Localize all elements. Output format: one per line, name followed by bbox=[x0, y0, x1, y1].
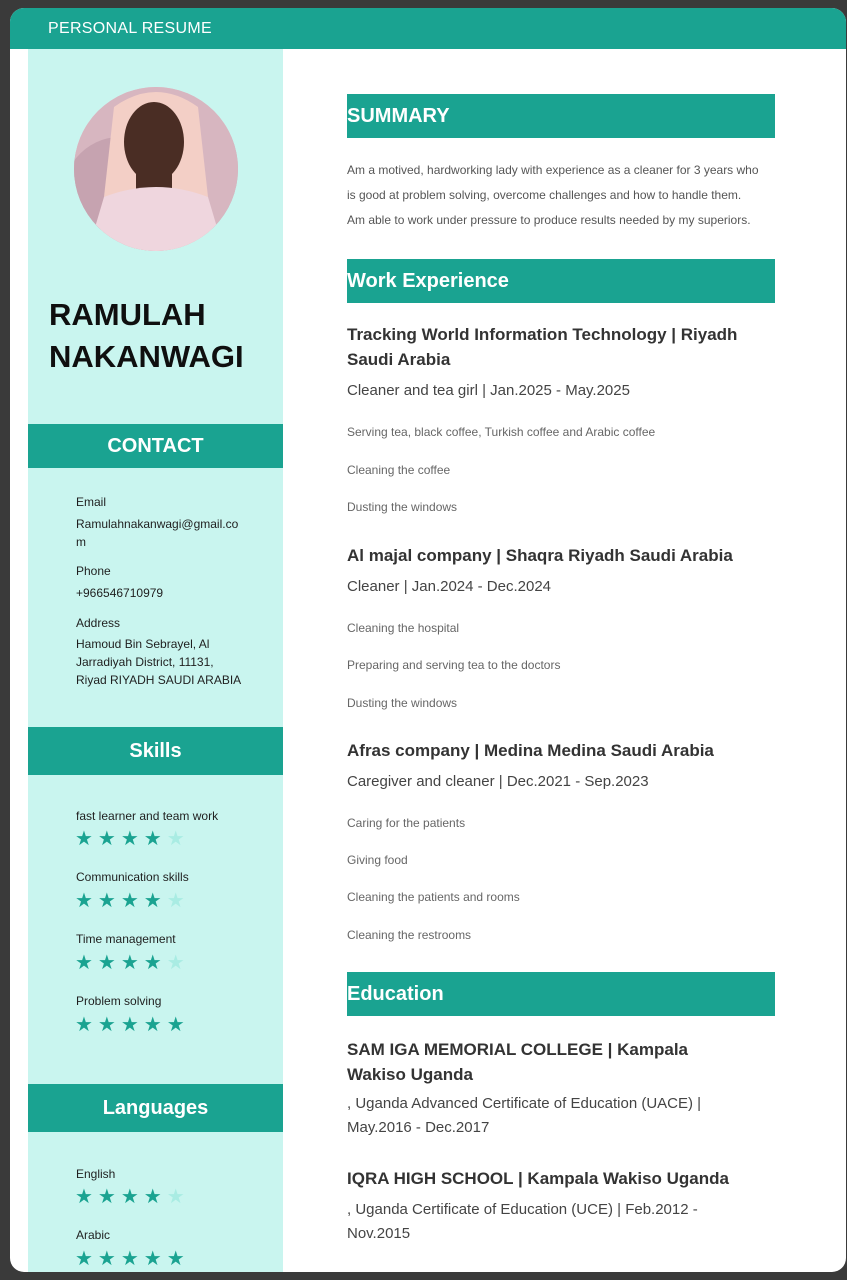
summary-heading: SUMMARY bbox=[347, 94, 775, 138]
job-duty: Giving food bbox=[347, 853, 408, 867]
job-title-line: Tracking World Information Technology | Riyadh bbox=[347, 325, 738, 344]
language-rating bbox=[75, 1249, 190, 1269]
language-label: English bbox=[76, 1167, 116, 1181]
star-icon: ★★★★ bbox=[75, 828, 167, 850]
job-duty: Dusting the windows bbox=[347, 696, 458, 710]
school-detail bbox=[347, 1198, 777, 1246]
summary-text bbox=[347, 158, 777, 233]
star-icon: ★★★★★ bbox=[75, 1248, 190, 1270]
summary-line: Am able to work under pressure to produce results needed by my superiors. bbox=[347, 213, 751, 227]
skill-rating bbox=[75, 829, 190, 849]
school-detail-line: May.2016 - Dec.2017 bbox=[347, 1119, 490, 1136]
job-title: Al majal company | Shaqra Riyadh Saudi Arabia bbox=[347, 546, 733, 565]
school-title bbox=[347, 1037, 777, 1087]
address-line-3: Riyad RIYADH SAUDI ARABIA bbox=[76, 673, 242, 687]
person-name bbox=[49, 294, 279, 378]
address-line-1: Hamoud Bin Sebrayel, Al bbox=[76, 637, 210, 651]
work-experience-heading: Work Experience bbox=[347, 259, 775, 303]
skill-label: fast learner and team work bbox=[76, 809, 219, 823]
star-icon: ★★★★ bbox=[75, 890, 167, 912]
top-bar-title: PERSONAL RESUME bbox=[48, 20, 212, 37]
sidebar bbox=[28, 49, 283, 1272]
address-label: Address bbox=[76, 616, 121, 630]
star-icon: ★★★★ bbox=[75, 952, 167, 974]
job-title bbox=[347, 322, 777, 372]
resume-card bbox=[10, 8, 846, 1272]
email-line-2: m bbox=[76, 535, 86, 549]
phone-value: +966546710979 bbox=[76, 586, 164, 600]
education-heading: Education bbox=[347, 972, 775, 1016]
school-title: IQRA HIGH SCHOOL | Kampala Wakiso Uganda bbox=[347, 1169, 729, 1188]
school-detail bbox=[347, 1092, 777, 1140]
job-duty: Cleaning the hospital bbox=[347, 621, 460, 635]
name-line-1: RAMULAH bbox=[49, 297, 206, 332]
school-detail-line: , Uganda Certificate of Education (UCE) | Feb.2012 - bbox=[347, 1201, 698, 1218]
job-duty: Cleaning the patients and rooms bbox=[347, 890, 520, 904]
star-empty-icon: ★ bbox=[166, 952, 190, 974]
language-label: Arabic bbox=[76, 1228, 111, 1242]
skill-rating bbox=[75, 891, 190, 911]
languages-heading: Languages bbox=[28, 1084, 283, 1132]
skill-label: Time management bbox=[76, 932, 176, 946]
profile-photo bbox=[74, 87, 238, 251]
skills-heading: Skills bbox=[28, 727, 283, 775]
job-title-line: Saudi Arabia bbox=[347, 350, 451, 369]
language-rating bbox=[75, 1187, 190, 1207]
job-duty: Dusting the windows bbox=[347, 500, 458, 514]
job-role: Cleaner | Jan.2024 - Dec.2024 bbox=[347, 578, 552, 595]
skill-rating bbox=[75, 953, 190, 973]
email-value[interactable] bbox=[76, 515, 256, 551]
skill-label: Communication skills bbox=[76, 870, 189, 884]
job-title: Afras company | Medina Medina Saudi Arabia bbox=[347, 741, 714, 760]
job-duty: Preparing and serving tea to the doctors bbox=[347, 658, 561, 672]
star-empty-icon: ★ bbox=[166, 828, 190, 850]
star-icon: ★★★★★ bbox=[75, 1014, 190, 1036]
address-value bbox=[76, 635, 256, 689]
name-line-2: NAKANWAGI bbox=[49, 339, 244, 374]
school-title-line: SAM IGA MEMORIAL COLLEGE | Kampala bbox=[347, 1040, 689, 1059]
top-bar bbox=[10, 8, 846, 49]
skill-rating bbox=[75, 1015, 190, 1035]
job-role: Caregiver and cleaner | Dec.2021 - Sep.2023 bbox=[347, 773, 649, 790]
contact-heading: CONTACT bbox=[28, 424, 283, 468]
school-detail-line: Nov.2015 bbox=[347, 1225, 411, 1242]
address-line-2: Jarradiyah District, 11131, bbox=[76, 655, 214, 669]
job-duty: Cleaning the restrooms bbox=[347, 928, 472, 942]
summary-line: Am a motived, hardworking lady with experience as a cleaner for 3 years who bbox=[347, 163, 759, 177]
phone-label: Phone bbox=[76, 564, 111, 578]
school-title-line: Wakiso Uganda bbox=[347, 1065, 473, 1084]
job-duty: Cleaning the coffee bbox=[347, 463, 451, 477]
star-empty-icon: ★ bbox=[166, 890, 190, 912]
job-duty: Caring for the patients bbox=[347, 816, 466, 830]
email-line-1: Ramulahnakanwagi@gmail.co bbox=[76, 517, 239, 531]
star-icon: ★★★★ bbox=[75, 1186, 167, 1208]
job-duty: Serving tea, black coffee, Turkish coffee and Arabic coffee bbox=[347, 425, 656, 439]
skill-label: Problem solving bbox=[76, 994, 162, 1008]
job-role: Cleaner and tea girl | Jan.2025 - May.2025 bbox=[347, 382, 630, 399]
star-empty-icon: ★ bbox=[166, 1186, 190, 1208]
summary-line: is good at problem solving, overcome challenges and how to handle them. bbox=[347, 188, 742, 202]
school-detail-line: , Uganda Advanced Certificate of Education (UACE) | bbox=[347, 1095, 702, 1112]
email-label: Email bbox=[76, 495, 107, 509]
profile-photo-image bbox=[74, 87, 238, 251]
